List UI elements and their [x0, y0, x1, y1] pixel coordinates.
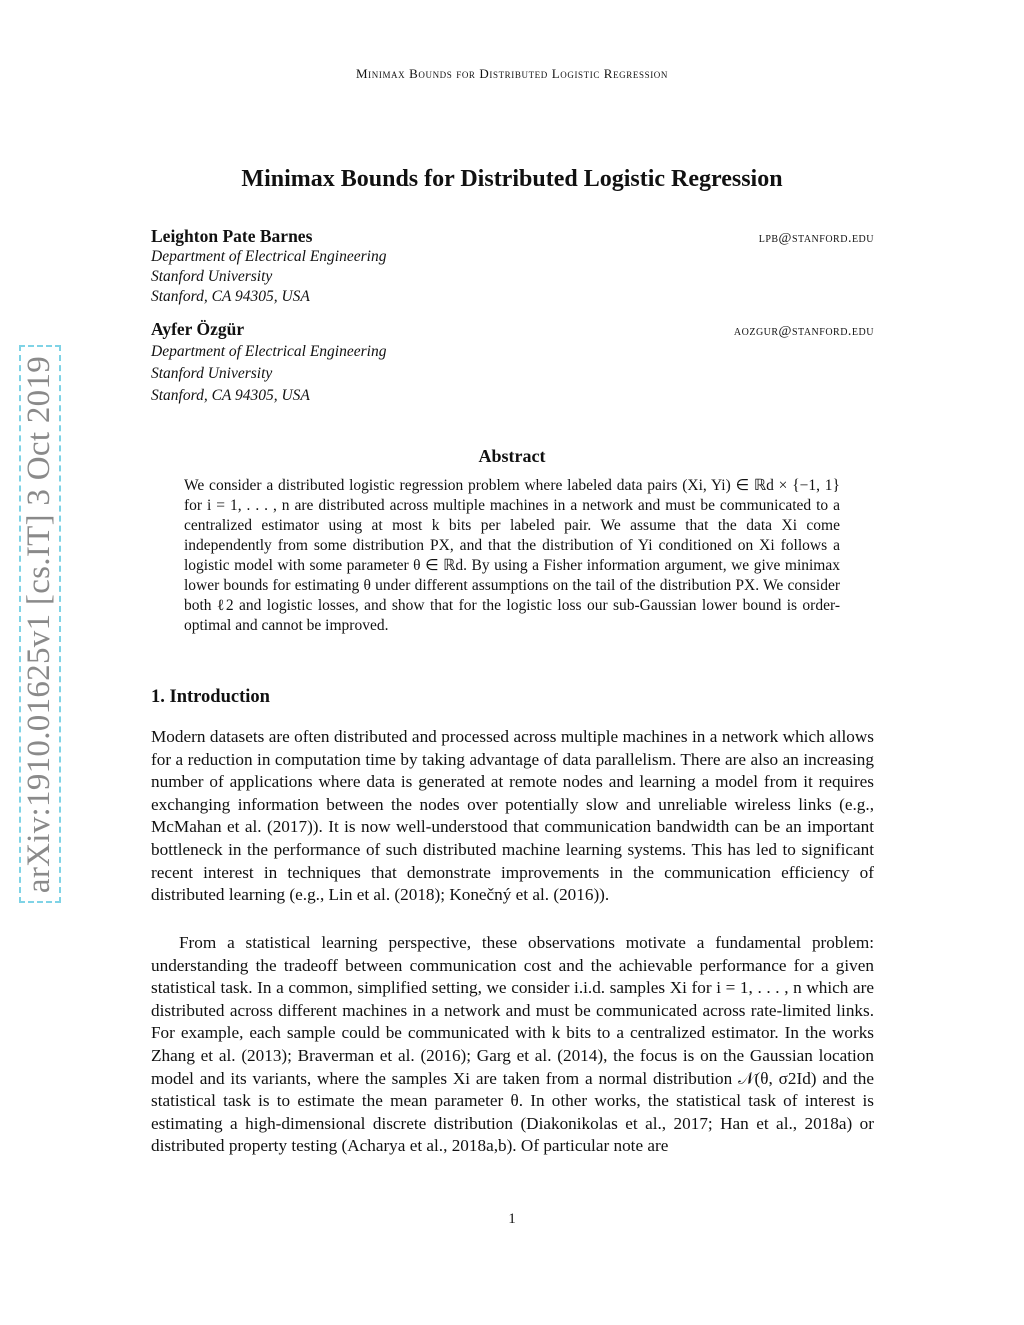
- author-affiliation-line: Department of Electrical Engineering: [151, 343, 387, 360]
- author-affiliation-line: Stanford University: [151, 268, 273, 285]
- body-paragraph: From a statistical learning perspective, these observations motivate a fundamental problem: understanding the tradeoff between communication cost and the achievable performance for a given statistical task. In a common, simplified setting, we consider i.i.d. samples Xi for i = 1, . . . , n which are distributed across different machines in a network and must be communicated across rate-limited links. For example, each sample could be communicated with k bits to a centralized estimator. In the works Zhang et al. (2013); Braverman et al. (2016); Garg et al. (2014), the focus is on the Gaussian location model and its variants, where the samples Xi are taken from a normal distribution 𝒩(θ, σ2Id) and the statistical task is to estimate the mean parameter θ. In other works, the statistical task of interest is estimating a high-dimensional discrete distribution (Diakonikolas et al., 2017; Han et al., 2018a) or distributed property testing (Acharya et al., 2018a,b). Of particular note are: [151, 933, 874, 1156]
- body-paragraph: Modern datasets are often distributed and processed across multiple machines in a network which allows for a reduction in computation time by taking advantage of data parallelism. There are also an increasing number of applications where data is generated at remote nodes and learning a model from it requires exchanging information between the nodes over potentially slow and unreliable wireless links (e.g., McMahan et al. (2017)). It is now well-understood that communication bandwidth can be an important bottleneck in the performance of such distributed machine learning systems. This has led to significant recent interest in techniques that demonstrate improvements in the communication efficiency of distributed learning (e.g., Lin et al. (2018); Konečný et al. (2016)).: [151, 727, 874, 905]
- author-block-1: [151, 226, 874, 307]
- paper-title: Minimax Bounds for Distributed Logistic Regression: [241, 166, 783, 192]
- author-affiliation-line: Stanford University: [151, 365, 273, 382]
- author-affiliation-line: Department of Electrical Engineering: [151, 248, 387, 265]
- author-name: Ayfer Özgür: [151, 319, 245, 339]
- author-email-link[interactable]: lpb@stanford.edu: [758, 231, 874, 246]
- author-affiliation-line: Stanford, CA 94305, USA: [151, 387, 310, 404]
- arxiv-stamp[interactable]: [19, 345, 61, 903]
- section-heading: 1. Introduction: [151, 687, 270, 707]
- abstract-text: We consider a distributed logistic regression problem where labeled data pairs (Xi, Yi) ∈ ℝd × {−1, 1} for i = 1, . . . , n are distributed across multiple machines in a network and must be communicated to a centralized estimator using at most k bits per labeled pair. We assume that the data Xi come independently from some distribution PX, and that the distribution of Yi conditioned on Xi follows a logistic model with some parameter θ ∈ ℝd. By using a Fisher information argument, we give minimax lower bounds for estimating θ under different assumptions on the tail of the distribution PX. We consider both ℓ2 and logistic losses, and show that for the logistic loss our sub-Gaussian lower bound is order-optimal and cannot be improved.: [184, 477, 840, 634]
- running-head: Minimax Bounds for Distributed Logistic Regression: [356, 66, 668, 81]
- author-block-2: [151, 319, 874, 406]
- author-affiliation-line: Stanford, CA 94305, USA: [151, 288, 310, 305]
- arxiv-stamp-text: arXiv:1910.01625v1 [cs.IT] 3 Oct 2019: [21, 355, 58, 893]
- page-number: 1: [508, 1211, 516, 1227]
- abstract-heading: Abstract: [478, 446, 546, 466]
- author-email-link[interactable]: aozgur@stanford.edu: [733, 324, 874, 339]
- author-name: Leighton Pate Barnes: [151, 226, 313, 246]
